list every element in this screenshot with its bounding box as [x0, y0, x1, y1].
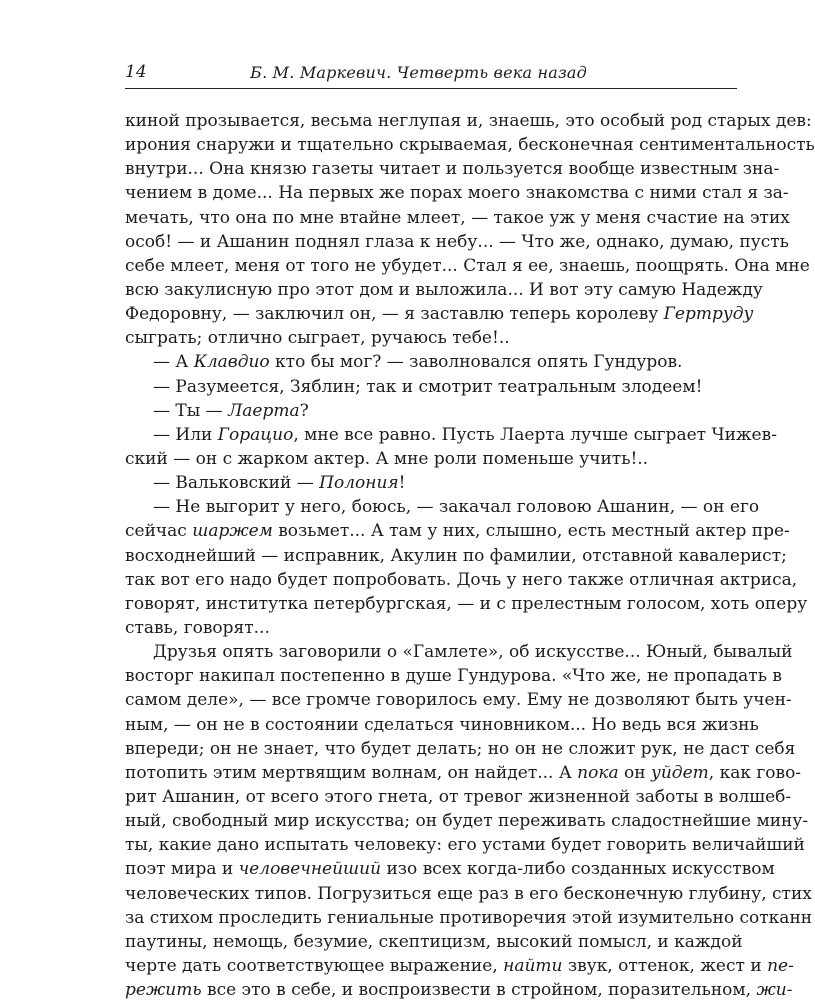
body-text [125, 109, 815, 1002]
text-line [125, 302, 754, 326]
italic-fragment: найти [503, 955, 563, 976]
text-line [125, 278, 763, 302]
text-line [125, 857, 775, 881]
text-line [125, 471, 736, 495]
italic-fragment: жи- [756, 980, 793, 1001]
text-fragment: черте дать соответствующее выражение, [125, 955, 504, 976]
text-fragment: ным, — он не в состоянии сделаться чиновником... Но ведь вся жизнь [125, 714, 759, 735]
text-fragment: самом деле», — все громче говорилось ему. Ему не дозволяют быть учен- [125, 690, 792, 711]
text-line [125, 882, 812, 906]
text-line [125, 906, 813, 930]
text-line [125, 157, 780, 181]
text-fragment: ирония снаружи и тщательно скрываемая, бесконечная сентиментальность [125, 135, 815, 156]
text-fragment: звук, оттенок, жест и [562, 955, 768, 976]
text-fragment: мечать, что она по мне втайне млеет, — такое уж у меня счастие на этих [125, 207, 790, 228]
text-fragment: все это в себе, и воспроизвести в стройном, поразительном, [201, 980, 757, 1001]
text-line [125, 978, 793, 1002]
text-fragment: внутри... Она князю газеты читает и пользуется вообще известным зна- [125, 159, 780, 180]
text-fragment: восходнейший — исправник, Акулин по фамилии, отставной кавалерист; [125, 545, 787, 566]
text-line [125, 640, 793, 664]
text-fragment: себе млеет, меня от того не убудет... Стал я ее, знаешь, поощрять. Она мне [125, 255, 810, 276]
text-line [125, 495, 760, 519]
text-fragment: — Не выгорит у него, боюсь, — закачал головою Ашанин, — он его [153, 497, 760, 518]
text-fragment: ский — он с жарком актер. А мне роли поменьше учить!.. [125, 448, 649, 469]
text-line [125, 664, 782, 688]
running-title: Б. М. Маркевич. Четверть века назад [250, 63, 587, 82]
text-line [125, 109, 812, 133]
text-fragment: ! [398, 473, 406, 494]
text-line [125, 737, 796, 761]
text-fragment: — Или [153, 424, 218, 445]
text-fragment: сейчас [125, 521, 193, 542]
text-fragment: — Ты — [153, 400, 229, 421]
text-line [125, 423, 777, 447]
italic-fragment: пе- [767, 955, 794, 976]
text-line [125, 809, 809, 833]
text-fragment: — Разумеется, Зяблин; так и смотрит театральным злодеем! [153, 376, 703, 397]
page-number: 14 [125, 62, 147, 82]
text-line [125, 230, 789, 254]
italic-fragment: шаржем [192, 521, 273, 542]
text-line [125, 519, 790, 543]
text-line [125, 568, 798, 592]
text-fragment: — А [153, 352, 194, 373]
text-fragment: сыграть; отлично сыграет, ручаюсь тебе!.. [125, 328, 510, 349]
text-line [125, 181, 789, 205]
text-fragment: говорят, институтка петербургская, — и с прелестным голосом, хоть оперу [125, 593, 808, 614]
italic-fragment: Лаерта [228, 400, 300, 421]
text-line [125, 254, 810, 278]
italic-fragment: уйдет [651, 762, 709, 783]
text-fragment: чением в доме... На первых же порах моего знакомства с ними стал я за- [125, 183, 789, 204]
text-line [125, 399, 736, 423]
text-line [125, 713, 759, 737]
text-line [125, 447, 736, 471]
text-line [125, 930, 743, 954]
italic-fragment: Клавдио [193, 352, 270, 373]
text-fragment: , как гово- [708, 762, 802, 783]
text-fragment: за стихом проследить гениальные противоречия этой изумительно сотканн [125, 907, 813, 928]
text-fragment: рит Ашанин, от всего этого гнета, от тревог жизненной заботы в волшеб- [125, 786, 792, 807]
text-line [125, 544, 787, 568]
text-line [125, 785, 792, 809]
text-fragment: возьмет... А там у них, слышно, есть местный актер пре- [272, 521, 790, 542]
text-line [125, 326, 736, 350]
text-line [125, 350, 736, 374]
text-fragment: так вот его надо будет попробовать. Дочь у него также отличная актриса, [125, 569, 798, 590]
text-fragment: кто бы мог? — заволновался опять Гундуров. [269, 352, 683, 373]
italic-fragment: человечнейший [238, 859, 382, 880]
text-line [125, 616, 736, 640]
italic-fragment: пока [577, 762, 619, 783]
italic-fragment: Горацио [217, 424, 294, 445]
text-fragment: поэт мира и [125, 859, 239, 880]
italic-fragment: Полония [319, 473, 399, 494]
text-fragment: паутины, немощь, безумие, скептицизм, высокий помысл, и каждой [125, 931, 743, 952]
italic-fragment: режить [125, 980, 202, 1001]
text-fragment: потопить этим мертвящим волнам, он найдет... А [125, 762, 578, 783]
text-fragment: ты, какие дано испытать человеку: его устами будет говорить величайший [125, 835, 805, 856]
text-fragment: особ! — и Ашанин поднял глаза к небу... — Что же, однако, думаю, пусть [125, 231, 789, 252]
text-line [125, 592, 808, 616]
text-fragment: впереди; он не знает, что будет делать; но он не сложит рук, не даст себя [125, 738, 796, 759]
text-fragment: — Вальковский — [153, 473, 320, 494]
text-fragment: всю закулисную про этот дом и выложила... И вот эту самую Надежду [125, 279, 763, 300]
text-fragment: ставь, говорят... [125, 617, 270, 638]
text-fragment: Друзья опять заговорили о «Гамлете», об искусстве... Юный, бывалый [153, 642, 793, 663]
text-line [125, 954, 794, 978]
text-fragment: киной прозывается, весьма неглупая и, знаешь, это особый род старых дев: [125, 111, 812, 131]
text-fragment: , мне все равно. Пусть Лаерта лучше сыграет Чижев- [293, 424, 777, 445]
text-fragment: ный, свободный мир искусства; он будет переживать сладостнейшие мину- [125, 811, 809, 832]
text-line [125, 761, 802, 785]
header-rule [125, 88, 737, 89]
text-line [125, 833, 805, 857]
text-line [125, 206, 790, 230]
text-fragment: восторг накипал постепенно в душе Гундурова. «Что же, не пропадать в [125, 666, 782, 687]
text-fragment: изо всех когда-либо созданных искусством [381, 859, 775, 880]
text-line [125, 375, 736, 399]
text-fragment: он [618, 762, 651, 783]
text-fragment: человеческих типов. Погрузиться еще раз в его бесконечную глубину, стих [125, 883, 812, 904]
text-line [125, 688, 792, 712]
text-fragment: Федоровну, — заключил он, — я заставлю теперь королеву [125, 304, 664, 325]
text-fragment: ? [299, 400, 309, 421]
italic-fragment: Гертруду [663, 304, 754, 325]
text-line [125, 133, 815, 157]
